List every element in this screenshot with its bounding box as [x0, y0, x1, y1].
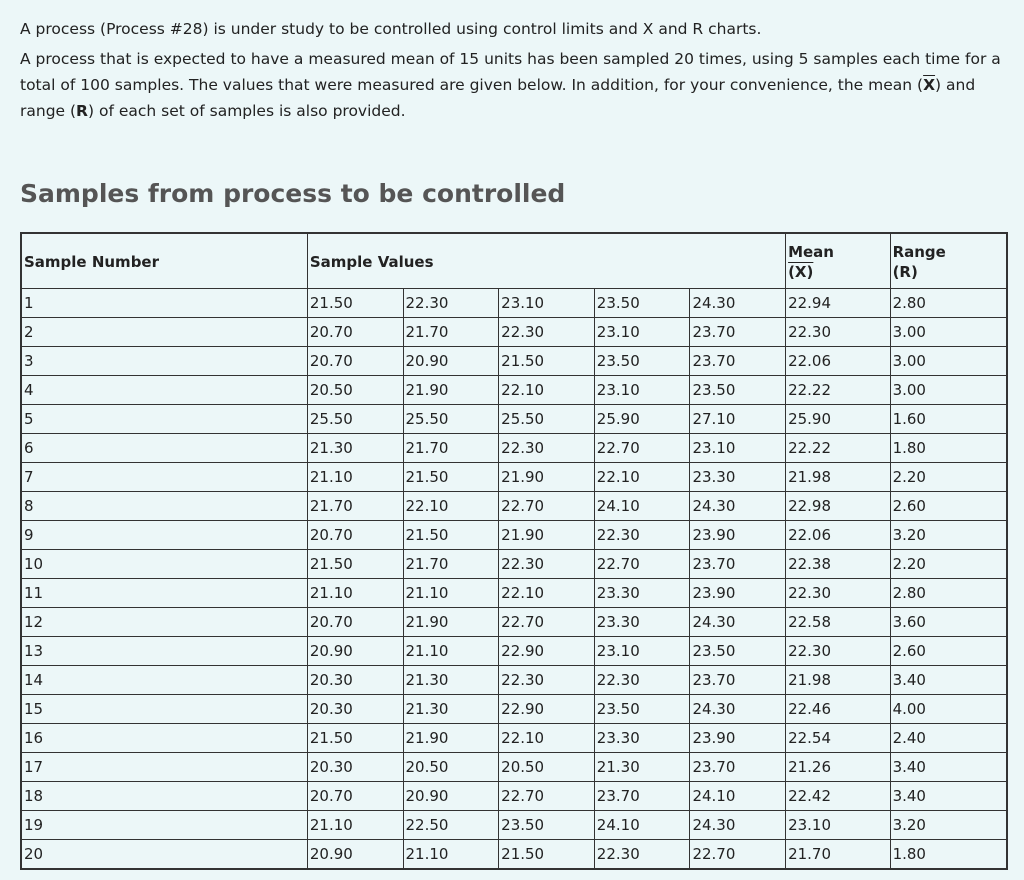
sample-value-cell: 23.50: [594, 695, 690, 724]
sample-value-cell: 23.30: [594, 608, 690, 637]
sample-value-cell: 21.30: [403, 666, 499, 695]
table-row: [21, 666, 1007, 695]
sample-number-cell: 13: [21, 637, 307, 666]
sample-value-cell: 21.90: [499, 463, 595, 492]
range-cell: 4.00: [890, 695, 1007, 724]
range-cell: 2.80: [890, 579, 1007, 608]
mean-cell: 22.06: [786, 347, 890, 376]
sample-value-cell: 21.10: [307, 811, 403, 840]
sample-value-cell: 21.90: [403, 724, 499, 753]
range-cell: 1.80: [890, 434, 1007, 463]
mean-cell: 25.90: [786, 405, 890, 434]
sample-value-cell: 20.50: [499, 753, 595, 782]
sample-value-cell: 22.30: [594, 521, 690, 550]
sample-value-cell: 22.10: [499, 579, 595, 608]
table-body: [21, 289, 1007, 870]
table-row: [21, 811, 1007, 840]
sample-value-cell: 23.30: [594, 579, 690, 608]
mean-symbol: $\overline{X}$: [923, 76, 936, 94]
sample-value-cell: 20.70: [307, 318, 403, 347]
sample-value-cell: 24.30: [690, 608, 786, 637]
table-row: [21, 753, 1007, 782]
mean-cell: 22.38: [786, 550, 890, 579]
table-row: [21, 521, 1007, 550]
sample-number-cell: 1: [21, 289, 307, 318]
table-row: [21, 550, 1007, 579]
section-heading: Samples from process to be controlled: [20, 179, 566, 208]
sample-value-cell: 22.30: [403, 289, 499, 318]
sample-value-cell: 23.30: [594, 724, 690, 753]
sample-value-cell: 22.50: [403, 811, 499, 840]
sample-value-cell: 21.70: [403, 434, 499, 463]
sample-value-cell: 23.10: [594, 637, 690, 666]
sample-value-cell: 22.30: [499, 550, 595, 579]
sample-value-cell: 23.10: [690, 434, 786, 463]
sample-number-cell: 12: [21, 608, 307, 637]
sample-value-cell: 21.10: [403, 637, 499, 666]
sample-value-cell: 23.70: [690, 318, 786, 347]
sample-value-cell: 21.50: [499, 840, 595, 870]
range-symbol: R: [76, 102, 88, 120]
sample-value-cell: 23.50: [594, 289, 690, 318]
sample-value-cell: 23.90: [690, 521, 786, 550]
sample-value-cell: 22.70: [594, 550, 690, 579]
range-cell: 2.60: [890, 637, 1007, 666]
range-cell: 2.60: [890, 492, 1007, 521]
intro-line-2-part-b: ) and range (: [20, 76, 976, 120]
range-cell: 3.20: [890, 811, 1007, 840]
sample-value-cell: 20.70: [307, 608, 403, 637]
sample-value-cell: 22.70: [594, 434, 690, 463]
sample-value-cell: 23.70: [594, 782, 690, 811]
sample-value-cell: 24.30: [690, 811, 786, 840]
range-cell: 1.60: [890, 405, 1007, 434]
sample-number-cell: 14: [21, 666, 307, 695]
sample-value-cell: 23.50: [690, 637, 786, 666]
sample-value-cell: 23.50: [499, 811, 595, 840]
mean-cell: 22.98: [786, 492, 890, 521]
mean-cell: 22.22: [786, 376, 890, 405]
mean-cell: 22.58: [786, 608, 890, 637]
sample-value-cell: 23.50: [594, 347, 690, 376]
sample-value-cell: 24.10: [594, 492, 690, 521]
header-mean-label: Mean: [788, 243, 834, 261]
sample-value-cell: 20.90: [307, 637, 403, 666]
sample-number-cell: 17: [21, 753, 307, 782]
sample-value-cell: 20.70: [307, 347, 403, 376]
sample-value-cell: 21.30: [403, 695, 499, 724]
intro-line-1: A process (Process #28) is under study to be controlled using control limits and X and R charts.: [20, 20, 762, 38]
sample-value-cell: 22.70: [499, 492, 595, 521]
range-cell: 3.00: [890, 347, 1007, 376]
table-header-row: [21, 233, 1007, 289]
sample-value-cell: 21.30: [594, 753, 690, 782]
sample-value-cell: 23.10: [499, 289, 595, 318]
sample-number-cell: 5: [21, 405, 307, 434]
sample-value-cell: 25.90: [594, 405, 690, 434]
sample-value-cell: 21.90: [403, 608, 499, 637]
sample-value-cell: 22.10: [594, 463, 690, 492]
sample-value-cell: 22.30: [594, 840, 690, 870]
sample-value-cell: 22.30: [499, 318, 595, 347]
table-row: [21, 579, 1007, 608]
sample-value-cell: 22.70: [499, 608, 595, 637]
sample-number-cell: 10: [21, 550, 307, 579]
sample-value-cell: 22.30: [499, 434, 595, 463]
sample-value-cell: 23.90: [690, 579, 786, 608]
mean-cell: 22.42: [786, 782, 890, 811]
sample-value-cell: 21.70: [403, 550, 499, 579]
intro-line-2-part-c: ) of each set of samples is also provided.: [87, 102, 406, 120]
table-row: [21, 782, 1007, 811]
mean-cell: 22.30: [786, 318, 890, 347]
range-cell: 1.80: [890, 840, 1007, 870]
sample-value-cell: 21.50: [307, 550, 403, 579]
sample-number-cell: 16: [21, 724, 307, 753]
table-row: [21, 608, 1007, 637]
range-cell: 3.40: [890, 666, 1007, 695]
sample-value-cell: 20.70: [307, 782, 403, 811]
mean-cell: 22.54: [786, 724, 890, 753]
range-cell: 2.80: [890, 289, 1007, 318]
sample-value-cell: 21.50: [307, 724, 403, 753]
sample-value-cell: 25.50: [499, 405, 595, 434]
sample-number-cell: 7: [21, 463, 307, 492]
range-cell: 3.00: [890, 376, 1007, 405]
table-row: [21, 840, 1007, 870]
sample-value-cell: 23.10: [594, 318, 690, 347]
sample-value-cell: 22.90: [499, 695, 595, 724]
mean-cell: 22.22: [786, 434, 890, 463]
sample-value-cell: 24.10: [690, 782, 786, 811]
mean-cell: 22.06: [786, 521, 890, 550]
sample-value-cell: 20.30: [307, 666, 403, 695]
sample-value-cell: 24.10: [594, 811, 690, 840]
range-cell: 3.00: [890, 318, 1007, 347]
sample-number-cell: 4: [21, 376, 307, 405]
sample-value-cell: 23.90: [690, 724, 786, 753]
sample-value-cell: 21.90: [499, 521, 595, 550]
mean-cell: 22.30: [786, 637, 890, 666]
mean-cell: 21.70: [786, 840, 890, 870]
range-cell: 3.40: [890, 782, 1007, 811]
table-row: [21, 637, 1007, 666]
sample-number-cell: 20: [21, 840, 307, 870]
sample-value-cell: 24.30: [690, 695, 786, 724]
header-range-symbol: (R): [892, 263, 918, 281]
sample-value-cell: 22.10: [403, 492, 499, 521]
sample-number-cell: 6: [21, 434, 307, 463]
sample-value-cell: 24.30: [690, 492, 786, 521]
sample-value-cell: 22.70: [499, 782, 595, 811]
sample-value-cell: 21.50: [499, 347, 595, 376]
table-row: [21, 463, 1007, 492]
mean-cell: 23.10: [786, 811, 890, 840]
header-range-label: Range: [892, 243, 946, 261]
sample-value-cell: 23.30: [690, 463, 786, 492]
mean-cell: 21.98: [786, 666, 890, 695]
sample-value-cell: 21.10: [307, 463, 403, 492]
header-mean-symbol: (X): [788, 263, 814, 281]
sample-number-cell: 9: [21, 521, 307, 550]
range-cell: 2.20: [890, 463, 1007, 492]
sample-value-cell: 23.10: [594, 376, 690, 405]
samples-table: [20, 232, 1008, 870]
sample-value-cell: 21.70: [403, 318, 499, 347]
sample-value-cell: 23.70: [690, 347, 786, 376]
sample-value-cell: 22.30: [594, 666, 690, 695]
sample-value-cell: 22.10: [499, 376, 595, 405]
sample-value-cell: 21.50: [403, 463, 499, 492]
range-cell: 3.40: [890, 753, 1007, 782]
table-row: [21, 492, 1007, 521]
sample-value-cell: 21.30: [307, 434, 403, 463]
sample-number-cell: 15: [21, 695, 307, 724]
sample-number-cell: 11: [21, 579, 307, 608]
mean-cell: 22.46: [786, 695, 890, 724]
sample-value-cell: 25.50: [307, 405, 403, 434]
sample-value-cell: 21.10: [403, 840, 499, 870]
header-mean: [786, 233, 890, 289]
sample-value-cell: 24.30: [690, 289, 786, 318]
sample-value-cell: 20.50: [403, 753, 499, 782]
header-sample-values: Sample Values: [307, 233, 785, 289]
table-row: [21, 724, 1007, 753]
mean-cell: 22.94: [786, 289, 890, 318]
mean-cell: 21.26: [786, 753, 890, 782]
sample-number-cell: 8: [21, 492, 307, 521]
mean-cell: 22.30: [786, 579, 890, 608]
sample-value-cell: 23.70: [690, 550, 786, 579]
header-range: [890, 233, 1007, 289]
table-row: [21, 376, 1007, 405]
sample-value-cell: 20.30: [307, 695, 403, 724]
mean-cell: 21.98: [786, 463, 890, 492]
sample-number-cell: 3: [21, 347, 307, 376]
sample-value-cell: 23.50: [690, 376, 786, 405]
sample-number-cell: 18: [21, 782, 307, 811]
sample-value-cell: 20.70: [307, 521, 403, 550]
range-cell: 3.20: [890, 521, 1007, 550]
sample-value-cell: 20.90: [403, 347, 499, 376]
sample-value-cell: 20.50: [307, 376, 403, 405]
table-row: [21, 695, 1007, 724]
sample-value-cell: 21.90: [403, 376, 499, 405]
sample-value-cell: 21.10: [403, 579, 499, 608]
header-sample-number: Sample Number: [21, 233, 307, 289]
intro-line-2: [20, 46, 1010, 124]
table-row: [21, 347, 1007, 376]
sample-value-cell: 22.70: [690, 840, 786, 870]
sample-value-cell: 23.70: [690, 666, 786, 695]
sample-value-cell: 21.50: [307, 289, 403, 318]
sample-value-cell: 21.10: [307, 579, 403, 608]
table-row: [21, 318, 1007, 347]
sample-number-cell: 2: [21, 318, 307, 347]
sample-value-cell: 25.50: [403, 405, 499, 434]
sample-number-cell: 19: [21, 811, 307, 840]
intro-line-2-part-a: A process that is expected to have a measured mean of 15 units has been sampled 20 times, using 5 samples each time for a total of 100 samples. The values that were measured are given below. In addition, for your convenience, the mean (: [20, 50, 1001, 94]
sample-value-cell: 22.90: [499, 637, 595, 666]
sample-value-cell: 22.10: [499, 724, 595, 753]
sample-value-cell: 22.30: [499, 666, 595, 695]
table-row: [21, 405, 1007, 434]
sample-value-cell: 23.70: [690, 753, 786, 782]
table-row: [21, 434, 1007, 463]
range-cell: 3.60: [890, 608, 1007, 637]
sample-value-cell: 20.90: [307, 840, 403, 870]
intro-text: [20, 16, 1010, 128]
sample-value-cell: 20.90: [403, 782, 499, 811]
table-row: [21, 289, 1007, 318]
sample-value-cell: 21.50: [403, 521, 499, 550]
range-cell: 2.40: [890, 724, 1007, 753]
sample-value-cell: 20.30: [307, 753, 403, 782]
range-cell: 2.20: [890, 550, 1007, 579]
sample-value-cell: 21.70: [307, 492, 403, 521]
sample-value-cell: 27.10: [690, 405, 786, 434]
